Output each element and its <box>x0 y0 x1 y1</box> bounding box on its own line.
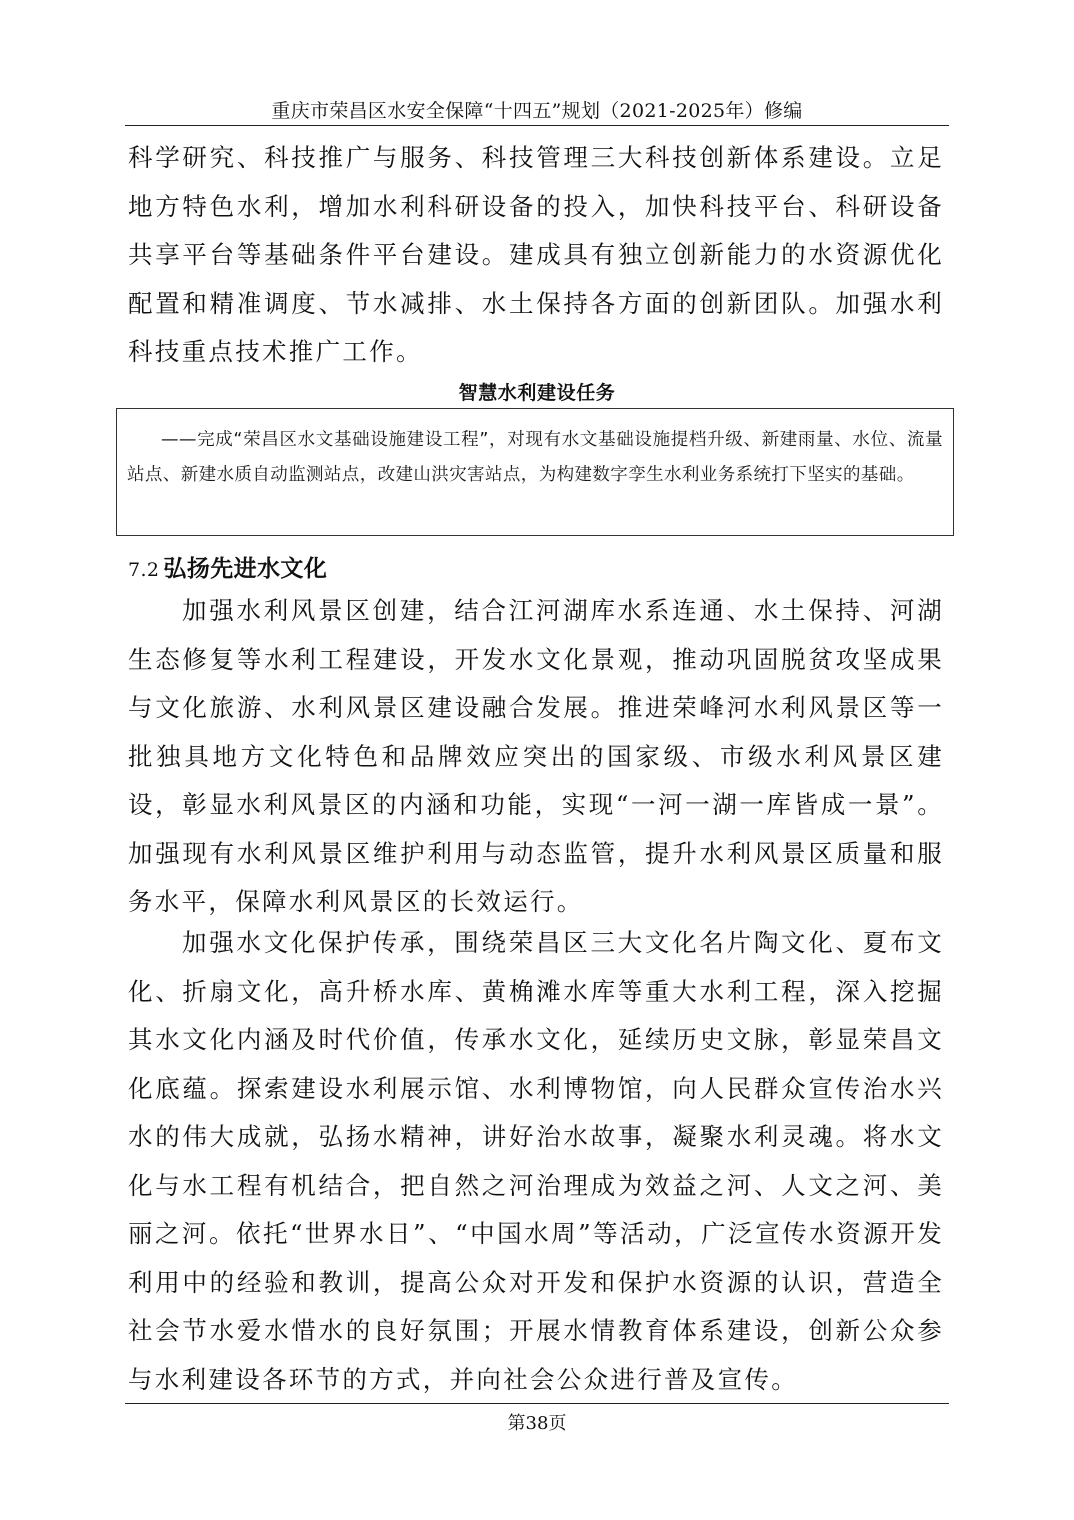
section-title: 弘扬先进水文化 <box>163 556 328 582</box>
header-divider <box>125 125 949 126</box>
paragraph-water-culture: 加强水文化保护传承，围绕荣昌区三大文化名片陶文化、夏布文化、折扇文化，高升桥水库、黄桷滩水库等重大水利工程，深入挖掘其水文化内涵及时代价值，传承水文化，延续历史文脉，彰显荣昌文化底蕴。探索建设水利展示馆、水利博物馆，向人民群众宣传治水兴水的伟大成就，弘扬水精神，讲好治水故事，凝聚水利灵魂。将水文化与水工程有机结合，把自然之河治理成为效益之河、人文之河、美丽之河。依托“世界水日”、“中国水周”等活动，广泛宣传水资源开发利用中的经验和教训，提高公众对开发和保护水资源的认识，营造全社会节水爱水惜水的良好氛围；开展水情教育体系建设，创新公众参与水利建设各环节的方式，并向社会公众进行普及宣传。 <box>128 928 944 1394</box>
task-box-title: 智慧水利建设任务 <box>458 382 616 404</box>
page-number: 第38页 <box>507 1413 567 1434</box>
running-header: 重庆市荣昌区水安全保障“十四五”规划（2021-2025年）修编 <box>271 100 803 122</box>
task-box-text: ——完成“荣昌区水文基础设施建设工程”，对现有水文基础设施提档升级、新建雨量、水位、流量站点、新建水质自动监测站点，改建山洪灾害站点，为构建数字孪生水利业务系统打下坚实的基础。 <box>127 430 943 485</box>
footer-divider <box>125 1403 949 1404</box>
paragraph-science-tech: 科学研究、科技推广与服务、科技管理三大科技创新体系建设。立足地方特色水利，增加水利科研设备的投入，加快科技平台、科研设备共享平台等基础条件平台建设。建成具有独立创新能力的水资源优化配置和精准调度、节水减排、水土保持各方面的创新团队。加强水利科技重点技术推广工作。 <box>128 143 944 366</box>
smart-water-task-box <box>116 408 954 536</box>
section-heading <box>128 550 327 583</box>
section-number: 7.2 <box>128 559 160 581</box>
paragraph-scenic-areas: 加强水利风景区创建，结合江河湖库水系连通、水土保持、河湖生态修复等水利工程建设，开发水文化景观，推动巩固脱贫攻坚成果与文化旅游、水利风景区建设融合发展。推进荣峰河水利风景区等一批独具地方文化特色和品牌效应突出的国家级、市级水利风景区建设，彰显水利风景区的内涵和功能，实现“一河一湖一库皆成一景”。加强现有水利风景区维护利用与动态监管，提升水利风景区质量和服务水平，保障水利风景区的长效运行。 <box>128 596 944 916</box>
